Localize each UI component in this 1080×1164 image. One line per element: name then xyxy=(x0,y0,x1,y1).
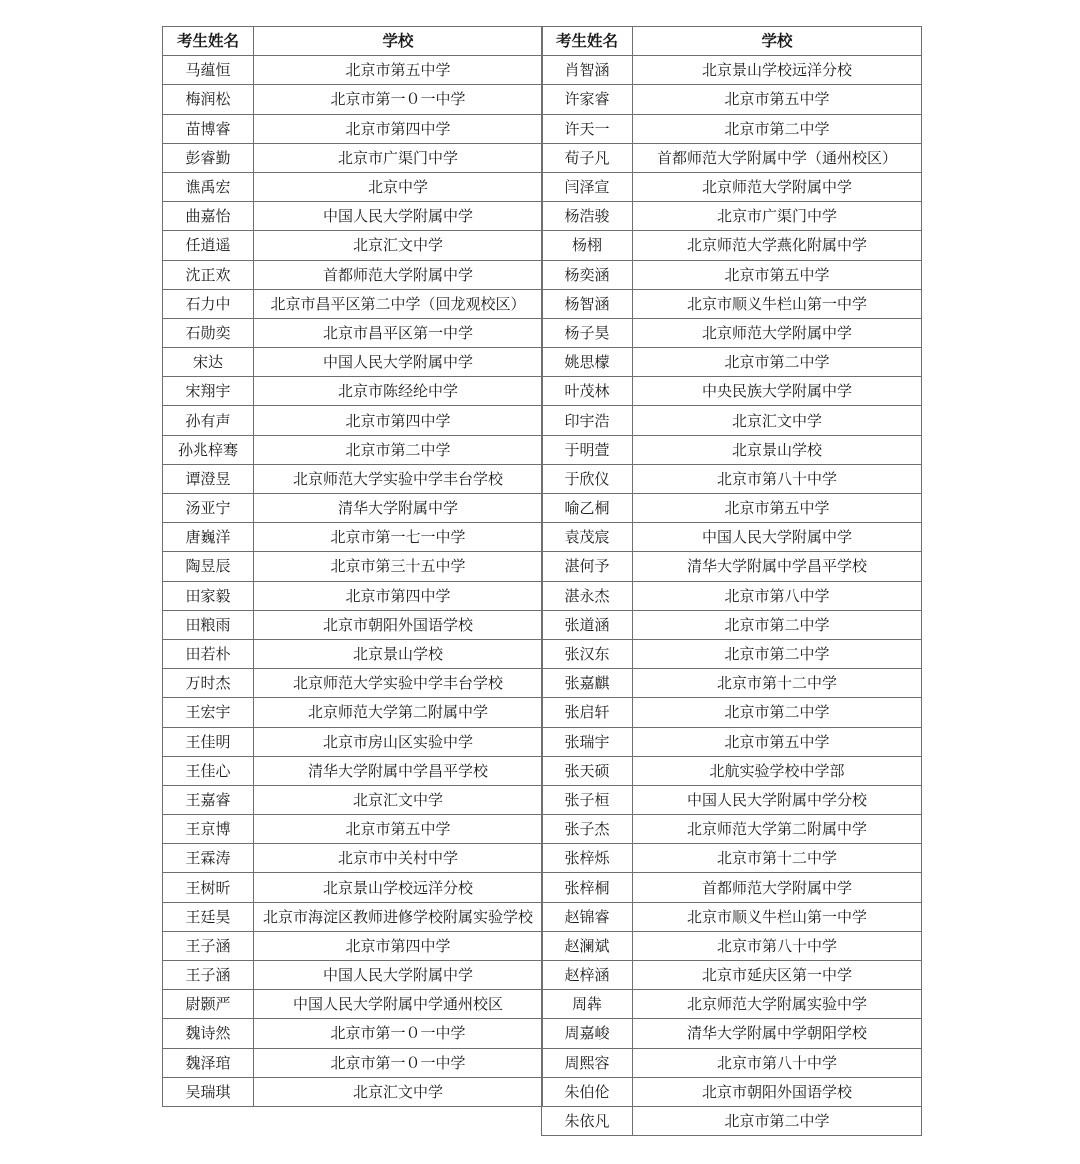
student-name-cell: 梅润松 xyxy=(163,85,254,114)
school-cell: 北京市顺义牛栏山第一中学 xyxy=(633,902,922,931)
school-cell: 北京市朝阳外国语学校 xyxy=(254,610,543,639)
school-cell: 北京市第四中学 xyxy=(254,931,543,960)
school-cell: 北京汇文中学 xyxy=(254,1077,543,1106)
student-name-cell: 张子桓 xyxy=(542,785,633,814)
school-cell: 中国人民大学附属中学 xyxy=(633,523,922,552)
school-cell: 首都师范大学附属中学 xyxy=(633,873,922,902)
table-row xyxy=(163,727,543,756)
student-name-cell: 朱依凡 xyxy=(542,1106,633,1135)
school-cell: 中央民族大学附属中学 xyxy=(633,377,922,406)
school-cell: 北京市第五中学 xyxy=(633,85,922,114)
student-name-cell: 朱伯伦 xyxy=(542,1077,633,1106)
school-cell: 北京中学 xyxy=(254,172,543,201)
student-name-cell: 王佳心 xyxy=(163,756,254,785)
school-cell: 北京市顺义牛栏山第一中学 xyxy=(633,289,922,318)
school-cell: 北京市广渠门中学 xyxy=(254,143,543,172)
school-cell: 北京景山学校远洋分校 xyxy=(633,56,922,85)
table-row xyxy=(542,348,922,377)
table-row xyxy=(163,815,543,844)
student-name-cell: 杨智涵 xyxy=(542,289,633,318)
table-row xyxy=(163,114,543,143)
student-name-cell: 宋翔宇 xyxy=(163,377,254,406)
school-cell: 北京市昌平区第二中学（回龙观校区） xyxy=(254,289,543,318)
table-row xyxy=(542,435,922,464)
table-row xyxy=(542,1106,922,1135)
student-name-cell: 孙有声 xyxy=(163,406,254,435)
school-cell: 北京汇文中学 xyxy=(633,406,922,435)
student-name-cell: 谭澄昱 xyxy=(163,464,254,493)
table-row xyxy=(542,669,922,698)
student-name-cell: 王廷昊 xyxy=(163,902,254,931)
student-name-cell: 唐巍洋 xyxy=(163,523,254,552)
table-row xyxy=(542,318,922,347)
student-name-cell: 张子杰 xyxy=(542,815,633,844)
school-cell: 北京市广渠门中学 xyxy=(633,202,922,231)
table-row xyxy=(542,785,922,814)
student-name-cell: 尉颢严 xyxy=(163,990,254,1019)
school-cell: 北京市延庆区第一中学 xyxy=(633,961,922,990)
student-name-cell: 谯禹宏 xyxy=(163,172,254,201)
school-cell: 北京市第八十中学 xyxy=(633,1048,922,1077)
student-name-cell: 石勋奕 xyxy=(163,318,254,347)
table-row xyxy=(163,552,543,581)
table-row xyxy=(163,844,543,873)
table-row xyxy=(542,756,922,785)
table-row xyxy=(542,231,922,260)
table-row xyxy=(542,494,922,523)
school-cell: 北京市陈经纶中学 xyxy=(254,377,543,406)
table-row xyxy=(163,494,543,523)
table-row xyxy=(163,581,543,610)
school-cell: 北京市中关村中学 xyxy=(254,844,543,873)
school-cell: 北京市第八中学 xyxy=(633,581,922,610)
table-row xyxy=(163,698,543,727)
student-name-cell: 王宏宇 xyxy=(163,698,254,727)
school-cell: 北京师范大学第二附属中学 xyxy=(633,815,922,844)
table-row xyxy=(163,172,543,201)
name-column-header: 考生姓名 xyxy=(542,27,633,56)
table-row xyxy=(542,1019,922,1048)
table-row xyxy=(542,143,922,172)
student-name-cell: 喻乙桐 xyxy=(542,494,633,523)
table-row xyxy=(542,990,922,1019)
school-cell: 北京市第四中学 xyxy=(254,406,543,435)
table-row xyxy=(542,931,922,960)
table-row xyxy=(542,85,922,114)
school-cell: 北京市第八十中学 xyxy=(633,464,922,493)
table-row xyxy=(542,172,922,201)
table-row xyxy=(542,552,922,581)
table-row xyxy=(163,873,543,902)
table-row xyxy=(542,844,922,873)
table-row xyxy=(163,406,543,435)
school-cell: 首都师范大学附属中学 xyxy=(254,260,543,289)
school-cell: 北京市第四中学 xyxy=(254,581,543,610)
table-row xyxy=(163,289,543,318)
table-row xyxy=(163,348,543,377)
table-row xyxy=(542,610,922,639)
table-row xyxy=(163,260,543,289)
school-cell: 北京市第一０一中学 xyxy=(254,85,543,114)
student-name-cell: 袁茂宸 xyxy=(542,523,633,552)
student-name-cell: 王嘉睿 xyxy=(163,785,254,814)
school-cell: 北京市第二中学 xyxy=(633,114,922,143)
school-cell: 北京市第一０一中学 xyxy=(254,1019,543,1048)
student-name-cell: 周熙容 xyxy=(542,1048,633,1077)
table-row xyxy=(163,56,543,85)
student-name-cell: 张启轩 xyxy=(542,698,633,727)
school-column-header: 学校 xyxy=(254,27,543,56)
student-name-cell: 张瑞宇 xyxy=(542,727,633,756)
student-name-cell: 王京博 xyxy=(163,815,254,844)
student-name-cell: 王子涵 xyxy=(163,961,254,990)
student-name-cell: 印宇浩 xyxy=(542,406,633,435)
school-cell: 北京景山学校远洋分校 xyxy=(254,873,543,902)
table-row xyxy=(542,961,922,990)
student-name-cell: 肖智涵 xyxy=(542,56,633,85)
school-cell: 北京师范大学实验中学丰台学校 xyxy=(254,669,543,698)
student-name-cell: 王佳明 xyxy=(163,727,254,756)
school-cell: 北京市第四中学 xyxy=(254,114,543,143)
student-name-cell: 王树昕 xyxy=(163,873,254,902)
school-cell: 北京市第二中学 xyxy=(633,698,922,727)
school-cell: 北京市第五中学 xyxy=(254,56,543,85)
school-cell: 中国人民大学附属中学 xyxy=(254,348,543,377)
school-cell: 北京市昌平区第一中学 xyxy=(254,318,543,347)
table-row xyxy=(163,85,543,114)
school-column-header: 学校 xyxy=(633,27,922,56)
school-cell: 清华大学附属中学 xyxy=(254,494,543,523)
student-name-cell: 张天硕 xyxy=(542,756,633,785)
school-cell: 北京市海淀区教师进修学校附属实验学校 xyxy=(254,902,543,931)
school-cell: 中国人民大学附属中学分校 xyxy=(633,785,922,814)
student-name-cell: 张嘉麒 xyxy=(542,669,633,698)
student-name-cell: 杨栩 xyxy=(542,231,633,260)
student-name-cell: 赵澜斌 xyxy=(542,931,633,960)
school-cell: 清华大学附属中学昌平学校 xyxy=(254,756,543,785)
student-name-cell: 许天一 xyxy=(542,114,633,143)
student-name-cell: 张道涵 xyxy=(542,610,633,639)
school-cell: 北京汇文中学 xyxy=(254,231,543,260)
school-cell: 北京市第一七一中学 xyxy=(254,523,543,552)
student-name-cell: 王子涵 xyxy=(163,931,254,960)
table-row xyxy=(542,1077,922,1106)
school-cell: 北京市第三十五中学 xyxy=(254,552,543,581)
table-row xyxy=(163,143,543,172)
name-column-header: 考生姓名 xyxy=(163,27,254,56)
school-cell: 北京市第五中学 xyxy=(633,727,922,756)
table-row xyxy=(542,114,922,143)
table-row xyxy=(542,639,922,668)
student-name-cell: 赵梓涵 xyxy=(542,961,633,990)
student-name-cell: 田若朴 xyxy=(163,639,254,668)
school-cell: 北京市第一０一中学 xyxy=(254,1048,543,1077)
student-name-cell: 石力中 xyxy=(163,289,254,318)
school-cell: 北京师范大学附属中学 xyxy=(633,172,922,201)
school-cell: 中国人民大学附属中学通州校区 xyxy=(254,990,543,1019)
table-row xyxy=(163,610,543,639)
school-cell: 北京景山学校 xyxy=(633,435,922,464)
student-name-cell: 沈正欢 xyxy=(163,260,254,289)
table-row xyxy=(542,815,922,844)
school-cell: 北京市房山区实验中学 xyxy=(254,727,543,756)
school-cell: 首都师范大学附属中学（通州校区） xyxy=(633,143,922,172)
student-name-cell: 汤亚宁 xyxy=(163,494,254,523)
student-name-cell: 杨奕涵 xyxy=(542,260,633,289)
school-cell: 北京市第八十中学 xyxy=(633,931,922,960)
school-cell: 北京市第二中学 xyxy=(633,610,922,639)
student-name-cell: 魏诗然 xyxy=(163,1019,254,1048)
school-cell: 北京市朝阳外国语学校 xyxy=(633,1077,922,1106)
right-roster-table xyxy=(541,26,922,1136)
student-name-cell: 陶昱辰 xyxy=(163,552,254,581)
school-cell: 中国人民大学附属中学 xyxy=(254,202,543,231)
table-row xyxy=(163,1019,543,1048)
table-row xyxy=(542,289,922,318)
table-row xyxy=(542,56,922,85)
school-cell: 北京市第十二中学 xyxy=(633,844,922,873)
school-cell: 北京景山学校 xyxy=(254,639,543,668)
student-name-cell: 任逍遥 xyxy=(163,231,254,260)
table-row xyxy=(163,318,543,347)
school-cell: 北京师范大学附属中学 xyxy=(633,318,922,347)
table-row xyxy=(163,756,543,785)
table-row xyxy=(163,523,543,552)
table-row xyxy=(542,902,922,931)
table-row xyxy=(542,406,922,435)
student-name-cell: 湛永杰 xyxy=(542,581,633,610)
student-name-cell: 田家毅 xyxy=(163,581,254,610)
table-row xyxy=(163,639,543,668)
school-cell: 中国人民大学附属中学 xyxy=(254,961,543,990)
school-cell: 北京市第五中学 xyxy=(633,494,922,523)
table-row xyxy=(163,1048,543,1077)
student-name-cell: 孙兆梓骞 xyxy=(163,435,254,464)
table-row xyxy=(542,727,922,756)
table-row xyxy=(163,1077,543,1106)
table-row xyxy=(163,231,543,260)
school-cell: 北京师范大学实验中学丰台学校 xyxy=(254,464,543,493)
school-cell: 北京市第二中学 xyxy=(254,435,543,464)
student-name-cell: 许家睿 xyxy=(542,85,633,114)
school-cell: 北京市第十二中学 xyxy=(633,669,922,698)
student-name-cell: 周嘉峻 xyxy=(542,1019,633,1048)
student-name-cell: 万时杰 xyxy=(163,669,254,698)
table-row xyxy=(542,873,922,902)
table-row xyxy=(542,260,922,289)
student-name-cell: 张梓桐 xyxy=(542,873,633,902)
table-row xyxy=(163,464,543,493)
table-row xyxy=(163,669,543,698)
table-row xyxy=(542,581,922,610)
header-row xyxy=(542,27,922,56)
student-name-cell: 王霖涛 xyxy=(163,844,254,873)
school-cell: 北京市第二中学 xyxy=(633,1106,922,1135)
student-name-cell: 马蕴恒 xyxy=(163,56,254,85)
table-row xyxy=(542,523,922,552)
table-row xyxy=(542,698,922,727)
school-cell: 北京市第五中学 xyxy=(633,260,922,289)
table-row xyxy=(163,202,543,231)
student-name-cell: 姚思檬 xyxy=(542,348,633,377)
student-name-cell: 张汉东 xyxy=(542,639,633,668)
student-name-cell: 湛何予 xyxy=(542,552,633,581)
table-row xyxy=(163,377,543,406)
student-name-cell: 吴瑞琪 xyxy=(163,1077,254,1106)
school-cell: 北京市第二中学 xyxy=(633,348,922,377)
table-row xyxy=(163,961,543,990)
school-cell: 北京市第二中学 xyxy=(633,639,922,668)
student-name-cell: 闫泽宣 xyxy=(542,172,633,201)
school-cell: 北京师范大学附属实验中学 xyxy=(633,990,922,1019)
table-row xyxy=(163,785,543,814)
school-cell: 清华大学附属中学朝阳学校 xyxy=(633,1019,922,1048)
school-cell: 北京汇文中学 xyxy=(254,785,543,814)
student-name-cell: 宋达 xyxy=(163,348,254,377)
student-name-cell: 彭睿勤 xyxy=(163,143,254,172)
table-row xyxy=(542,464,922,493)
table-row xyxy=(542,377,922,406)
table-row xyxy=(163,931,543,960)
student-name-cell: 于明萱 xyxy=(542,435,633,464)
school-cell: 清华大学附属中学昌平学校 xyxy=(633,552,922,581)
school-cell: 北京市第五中学 xyxy=(254,815,543,844)
student-name-cell: 荀子凡 xyxy=(542,143,633,172)
table-row xyxy=(163,435,543,464)
school-cell: 北京师范大学燕化附属中学 xyxy=(633,231,922,260)
school-cell: 北京师范大学第二附属中学 xyxy=(254,698,543,727)
student-name-cell: 周犇 xyxy=(542,990,633,1019)
student-name-cell: 杨浩骏 xyxy=(542,202,633,231)
student-name-cell: 魏泽琯 xyxy=(163,1048,254,1077)
student-name-cell: 张梓烁 xyxy=(542,844,633,873)
table-row xyxy=(542,202,922,231)
school-cell: 北航实验学校中学部 xyxy=(633,756,922,785)
student-name-cell: 赵锦睿 xyxy=(542,902,633,931)
student-name-cell: 苗博睿 xyxy=(163,114,254,143)
header-row xyxy=(163,27,543,56)
student-name-cell: 杨子昊 xyxy=(542,318,633,347)
student-name-cell: 田粮雨 xyxy=(163,610,254,639)
student-name-cell: 叶茂林 xyxy=(542,377,633,406)
student-name-cell: 曲嘉怡 xyxy=(163,202,254,231)
table-row xyxy=(542,1048,922,1077)
left-roster-table xyxy=(162,26,543,1107)
table-row xyxy=(163,990,543,1019)
student-name-cell: 于欣仪 xyxy=(542,464,633,493)
